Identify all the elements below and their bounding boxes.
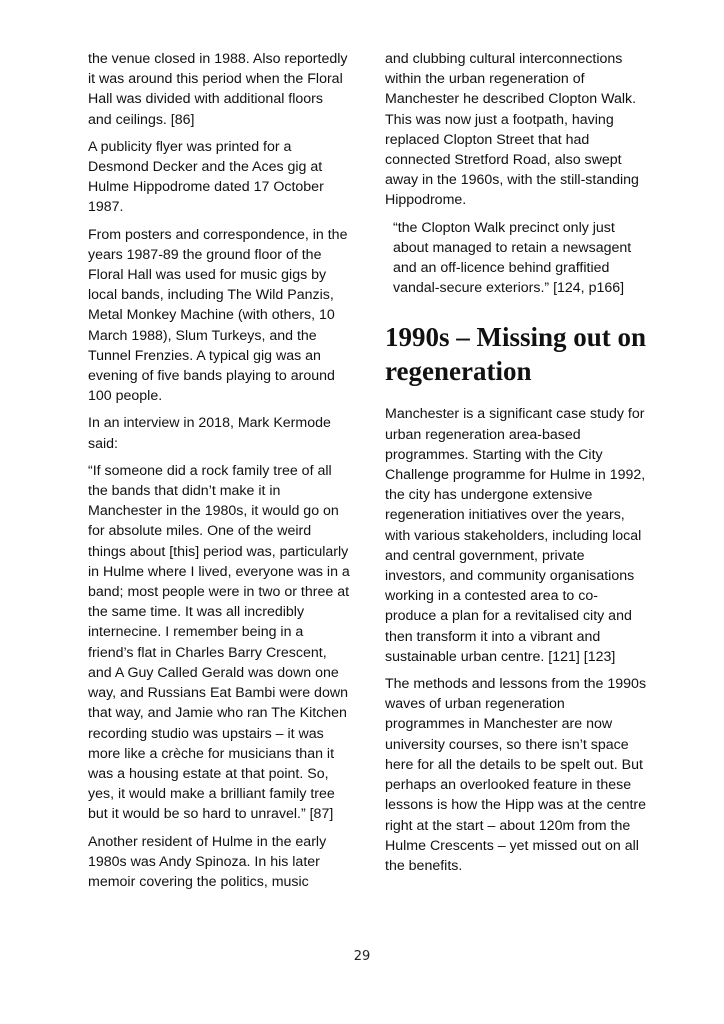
left-column bbox=[88, 49, 350, 899]
section-heading: 1990s – Missing out on regeneration bbox=[385, 322, 647, 387]
quote-mark-kermode: “If someone did a rock family tree of all the bands that didn’t make it in Manchester in the 1980s, it would go on for absolute miles. One of the weird things about [this] period was, particularly in Hulme where I lived, everyone was in a band; most people were in two or three at the same time. It was all incredibly internecine. I remember being in a friend’s flat in Charles Barry Crescent, and A Guy Called Gerald was down one way, and Russians Eat Bambi were down that way, and Jamie who ran The Kitchen recording studio was upstairs – it was more like a crèche for musicians than it was a housing estate at that point. So, yes, it would make a brilliant family tree but it would be so hard to unravel.” [87] bbox=[88, 462, 350, 823]
paragraph-posters-correspondence: From posters and correspondence, in the years 1987-89 the ground floor of the Floral Hall was used for music gigs by local bands, including The Wild Panzis, Metal Monkey Machine (with others, 10 March 1988), Slum Turkeys, and the Tunnel Frenzies. A typical gig was an evening of five bands playing to around 100 people. bbox=[88, 226, 348, 405]
paragraph-publicity-flyer: A publicity flyer was printed for a Desmond Decker and the Aces gig at Hulme Hippodrome dated 17 October 1987. bbox=[88, 138, 324, 216]
paragraph-andy-spinoza: Another resident of Hulme in the early 1980s was Andy Spinoza. In his later memoir covering the politics, music bbox=[88, 833, 327, 890]
paragraph-interview-intro: In an interview in 2018, Mark Kermode said: bbox=[88, 415, 331, 452]
paragraph-methods-lessons: The methods and lessons from the 1990s waves of urban regeneration programmes in Manchester are now university courses, so there isn’t space here for all the details to be spelt out. But perhaps an overlooked feature in these lessons is how the Hipp was at the centre right at the start – about 120m from the Hulme Crescents – yet missed out on all the benefits. bbox=[385, 676, 647, 874]
paragraph-clopton-walk: and clubbing cultural interconnections within the urban regeneration of Manchester he described Clopton Walk. This was now just a footpath, having replaced Clopton Street that had connected Stretford Road, also swept away in the 1960s, with the still-standing Hippodrome. bbox=[385, 51, 639, 209]
paragraph-venue-closed: the venue closed in 1988. Also reportedly it was around this period when the Floral Hall was divided with additional floors and ceilings. [86] bbox=[88, 51, 348, 128]
right-column bbox=[385, 49, 647, 883]
quote-clopton-precinct: “the Clopton Walk precinct only just about managed to retain a newsagent and an off-licence behind graffitied vandal-secure exteriors.” [124, p166] bbox=[393, 219, 632, 297]
page-number: 29 bbox=[353, 949, 371, 964]
paragraph-case-study: Manchester is a significant case study for urban regeneration area-based programmes. Starting with the City Challenge programme for Hulme in 1992, the city has undergone extensive regeneration initiatives over the years, with various stakeholders, including local and central government, private investors, and community organisations working in a contested area to co-produce a plan for a revitalised city and then transform it into a vibrant and sustainable urban centre. [121] [123] bbox=[385, 406, 646, 665]
